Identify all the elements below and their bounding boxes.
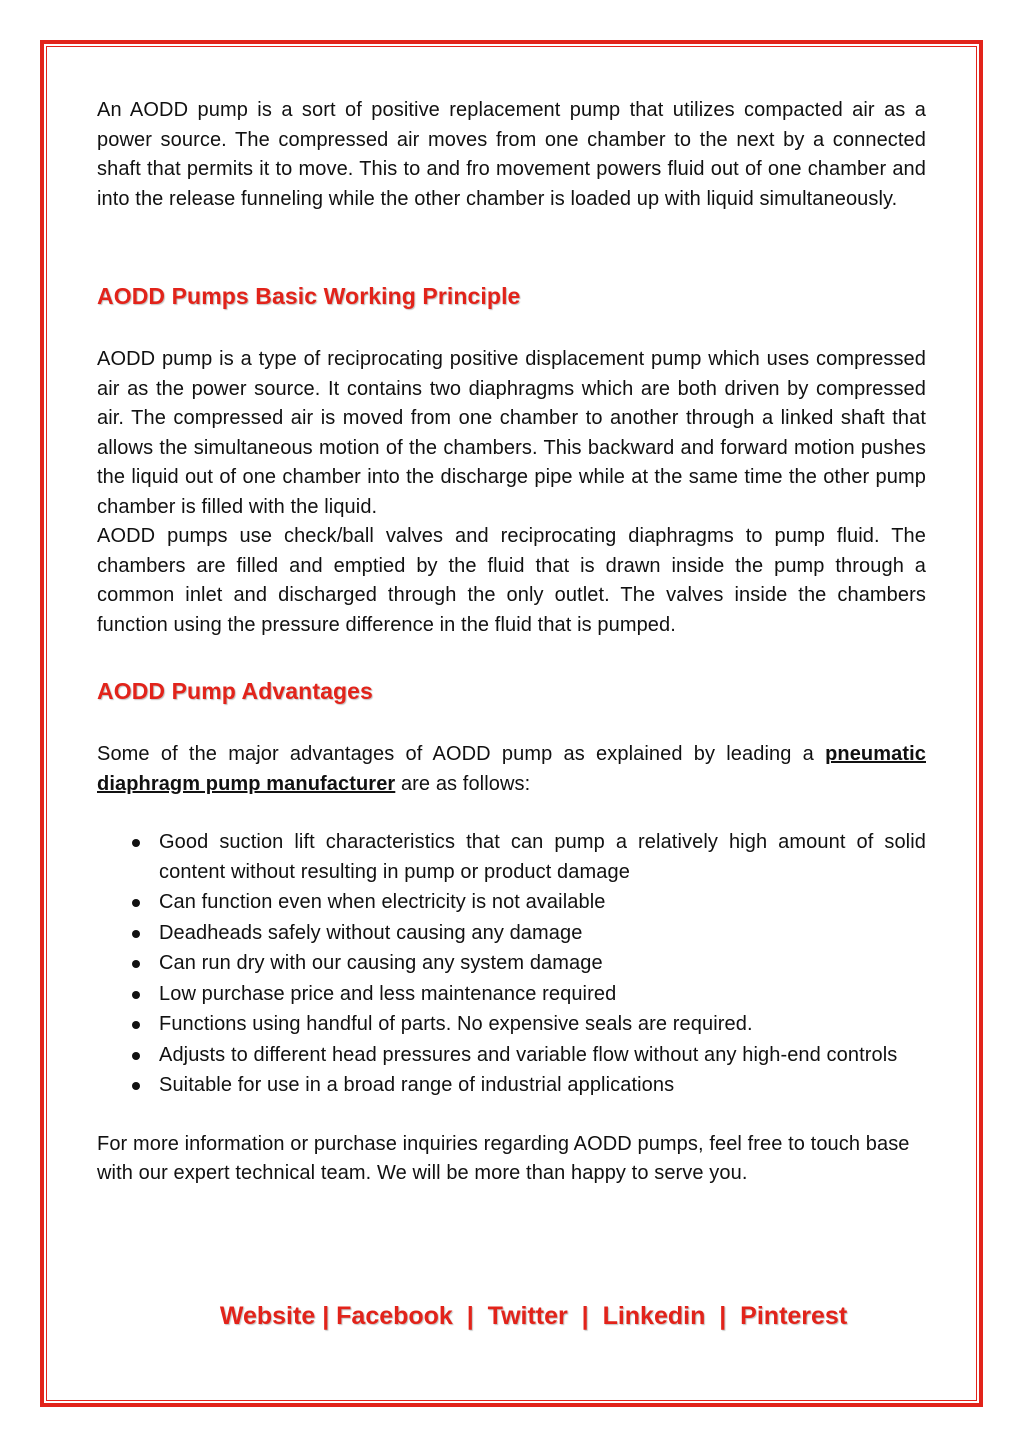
list-item (97, 949, 926, 979)
document-body (97, 96, 926, 1189)
separator: | (322, 1302, 330, 1330)
list-item (97, 888, 926, 918)
list-item-text: Low purchase price and less maintenance required (159, 982, 617, 1005)
list-item-text: Can function even when electricity is not available (159, 891, 606, 913)
separator: | (719, 1302, 727, 1330)
list-item-text: Functions using handful of parts. No expensive seals are required. (159, 1013, 753, 1035)
list-item (97, 1010, 926, 1040)
section-heading-advantages: AODD Pump Advantages (97, 678, 373, 704)
list-item-text: Can run dry with our causing any system damage (159, 952, 603, 974)
website-link[interactable]: Website (219, 1302, 316, 1330)
valves-paragraph: AODD pumps use check/ball valves and reciprocating diaphragms to pump fluid. The chambers are filled and emptied by the fluid that is drawn inside the pump through a common inlet and discharged through the only outlet. The valves inside the chambers function using the pressure difference in the fluid that is pumped. (97, 525, 926, 636)
linkedin-link[interactable]: Linkedin (602, 1302, 706, 1330)
bullet-icon (132, 899, 140, 907)
twitter-link[interactable]: Twitter (487, 1302, 568, 1330)
bullet-icon (132, 839, 140, 847)
working-principle-paragraph: AODD pump is a type of reciprocating positive displacement pump which uses compressed air as the power source. It contains two diaphragms which are both driven by compressed air. The compressed air is moved from one chamber to another through a linked shaft that allows the simultaneous motion of the chambers. This backward and forward motion pushes the liquid out of one chamber into the discharge pipe while at the same time the other pump chamber is filled with the liquid. (97, 348, 926, 518)
list-item (97, 980, 926, 1010)
list-item (97, 1071, 926, 1101)
separator: | (466, 1302, 474, 1330)
pinterest-link[interactable]: Pinterest (740, 1302, 848, 1330)
bullet-icon (132, 1021, 140, 1029)
advantages-lead-tail: are as follows: (395, 772, 531, 795)
list-item (97, 828, 926, 887)
bullet-icon (132, 930, 140, 938)
separator: | (581, 1302, 589, 1330)
bullet-icon (132, 1082, 140, 1090)
social-links-bar (0, 1302, 1023, 1331)
list-item-text: Suitable for use in a broad range of industrial applications (159, 1074, 675, 1096)
section-heading-working-principle: AODD Pumps Basic Working Principle (97, 283, 521, 309)
advantages-lead-text: Some of the major advantages of AODD pump as explained by leading a (97, 743, 826, 765)
list-item (97, 919, 926, 949)
bullet-icon (132, 991, 140, 999)
pneumatic-diaphragm-pump-manufacturer-link[interactable]: pneumatic diaphragm pump manufacturer (97, 743, 926, 795)
list-item (97, 1041, 926, 1071)
bullet-icon (132, 960, 140, 968)
bullet-icon (132, 1052, 140, 1060)
list-item-text: Adjusts to different head pressures and variable flow without any high-end controls (159, 1043, 898, 1066)
list-item-text: Deadheads safely without causing any damage (159, 921, 583, 944)
list-item-text: Good suction lift characteristics that can pump a relatively high amount of solid content without resulting in pump or product damage (159, 831, 926, 883)
intro-paragraph: An AODD pump is a sort of positive replacement pump that utilizes compacted air as a power source. The compressed air moves from one chamber to the next by a connected shaft that permits it to move. This to and fro movement powers fluid out of one chamber and into the release funneling while the other chamber is loaded up with liquid simultaneously. (97, 99, 926, 210)
advantages-lead-paragraph (97, 740, 926, 799)
advantages-list (97, 828, 926, 1101)
facebook-link[interactable]: Facebook (336, 1302, 453, 1330)
closing-paragraph: For more information or purchase inquiries regarding AODD pumps, feel free to touch base with our expert technical team. We will be more than happy to serve you. (97, 1132, 910, 1184)
